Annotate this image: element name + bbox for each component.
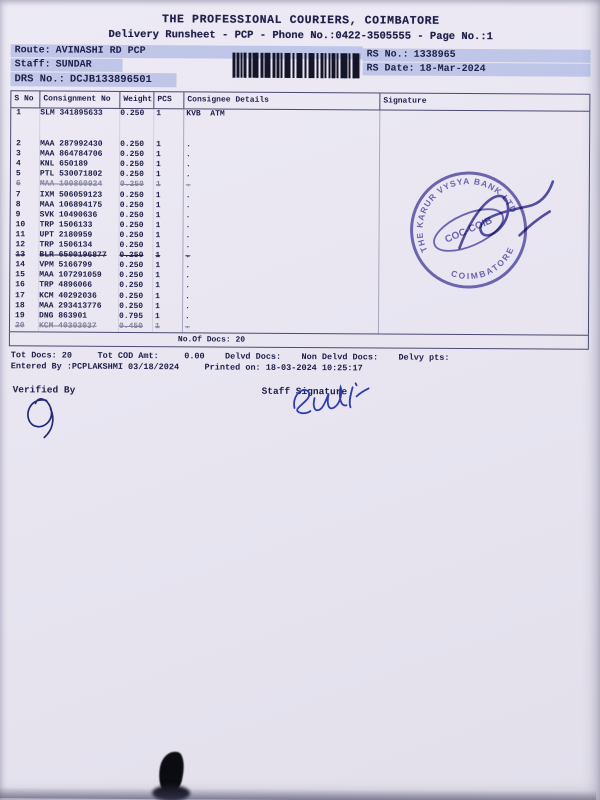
- cell-consignee: .: [185, 200, 191, 210]
- cell-consignee: .: [186, 150, 191, 160]
- cell-sno: 8: [15, 199, 21, 209]
- rs-date-line: [363, 62, 591, 76]
- no-of-docs-row: [9, 331, 589, 350]
- cell-consignment-no: MAA 100860924: [39, 179, 103, 190]
- cell-consignment-no: MAA 107291059: [39, 270, 102, 281]
- entered-printed-line: Entered By :PCPLAKSHMI 03/18/2024 Printed on: 18-03-2024 10:25:17: [10, 361, 363, 374]
- cell-sno: 5: [15, 169, 21, 179]
- cell-consignment-no: VPM 5166799: [39, 260, 93, 270]
- cell-sno: 19: [15, 310, 25, 321]
- rs-no-label: RS No.:: [366, 49, 409, 61]
- cell-pcs: 1: [155, 301, 160, 311]
- cell-pcs: 1: [155, 261, 161, 271]
- cell-consignee: .: [185, 180, 191, 190]
- cell-sno: 20: [14, 321, 25, 331]
- cell-sno: 7: [15, 189, 21, 199]
- cell-consignee: .: [186, 140, 191, 150]
- cell-sno: 6: [15, 179, 21, 189]
- cell-sno: 12: [15, 240, 26, 250]
- cell-consignment-no: MAA 864784706: [40, 149, 103, 159]
- cell-consignee: .: [185, 241, 191, 251]
- cell-pcs: 1: [155, 160, 161, 170]
- cell-sno: 14: [15, 260, 25, 270]
- doc-subtitle: Delivery Runsheet - PCP - Phone No.:0422-3505555 - Page No.:1: [108, 28, 493, 44]
- cell-sno: 11: [15, 230, 26, 240]
- cell-weight: 0.250: [119, 251, 144, 261]
- doc-title: THE PROFESSIONAL COURIERS, COIMBATORE: [162, 13, 440, 28]
- staff-signature-ink: [286, 380, 370, 423]
- cell-weight: 0.250: [120, 108, 145, 119]
- cell-weight: 0.250: [119, 271, 144, 281]
- cell-consignee: .: [185, 221, 191, 231]
- cell-weight: 0.250: [119, 180, 144, 190]
- cell-weight: 0.250: [119, 230, 144, 240]
- cell-pcs: 1: [155, 241, 161, 251]
- cell-consignment-no: TRP 4896066: [39, 280, 93, 291]
- cell-consignment-no: TRP 1506133: [39, 220, 93, 230]
- header-signature: Signature: [379, 93, 589, 110]
- route-value: AVINASHI RD PCP: [55, 45, 146, 58]
- cell-consignee: .: [185, 231, 191, 241]
- cell-weight: 0.250: [119, 160, 145, 170]
- no-of-docs: No.Of Docs: 20: [177, 335, 246, 345]
- rs-no-value: 1338965: [413, 49, 456, 61]
- cell-pcs: 1: [155, 210, 161, 220]
- staff-label: Staff:: [14, 59, 51, 71]
- cell-consignment-no: KCM 40292036: [39, 290, 97, 301]
- cell-weight: 0.795: [119, 311, 144, 321]
- cell-pcs: 1: [154, 321, 160, 331]
- drs-value: DCJB133896501: [69, 73, 152, 87]
- drs-label: DRS No.:: [14, 73, 65, 86]
- verified-by-label: Verified By: [12, 384, 76, 396]
- rs-date-value: 18-Mar-2024: [419, 63, 486, 76]
- cell-consignment-no: UPT 2180959: [39, 230, 93, 240]
- cell-consignee: .: [185, 271, 191, 281]
- cell-pcs: 1: [155, 251, 161, 261]
- cell-sno: 9: [15, 210, 21, 220]
- cell-weight: 0.250: [119, 291, 144, 301]
- cell-consignee: .: [185, 170, 191, 180]
- cell-consignee: .: [185, 190, 191, 200]
- cell-consignee: .: [185, 261, 191, 271]
- verified-signature-ink: [16, 392, 74, 442]
- cell-consignment-no: KNL 650189: [39, 159, 89, 169]
- cell-pcs: 1: [155, 291, 161, 301]
- rs-date-label: RS Date:: [366, 63, 415, 75]
- scan-edge-shadow: [0, 787, 596, 800]
- cell-consignee: .: [185, 211, 191, 221]
- cell-sno: 2: [16, 139, 21, 149]
- cell-consignee: .: [185, 160, 191, 170]
- cell-weight: 0.250: [119, 261, 144, 271]
- cell-weight: 0.250: [119, 301, 144, 311]
- cell-weight: 0.250: [119, 210, 144, 220]
- cell-weight: 0.250: [119, 281, 144, 291]
- cell-consignee: .: [185, 291, 191, 301]
- cell-pcs: 1: [156, 140, 161, 150]
- route-label: Route:: [14, 45, 51, 57]
- cell-pcs: 1: [156, 109, 162, 119]
- cell-consignment-no: TRP 1506134: [39, 240, 93, 250]
- drs-line: [10, 72, 176, 87]
- cell-sno: 18: [15, 300, 25, 310]
- cell-sno: 15: [15, 270, 25, 280]
- cell-consignee: .: [184, 322, 190, 332]
- cell-weight: 0.250: [119, 220, 144, 230]
- cell-consignee: .: [185, 301, 190, 311]
- cell-weight: 0.250: [119, 190, 144, 200]
- cell-consignment-no: SLM 341895633: [40, 108, 103, 118]
- barcode: [233, 53, 361, 79]
- cell-pcs: 1: [156, 150, 161, 160]
- cell-pcs: 1: [155, 200, 161, 210]
- cell-consignment-no: SVK 10490636: [39, 210, 98, 220]
- stamp-center-text: COC-COIB: [443, 215, 495, 246]
- cell-pcs: 1: [155, 220, 161, 230]
- cell-weight: 0.450: [118, 321, 144, 331]
- cell-pcs: 1: [155, 231, 161, 241]
- cell-sno: 17: [15, 290, 25, 300]
- staff-line: [11, 58, 123, 72]
- cell-weight: 0.250: [120, 150, 145, 160]
- cell-consignment-no: MAA 106894175: [39, 200, 103, 210]
- rs-no-line: [363, 48, 591, 62]
- cell-pcs: 1: [155, 180, 161, 190]
- cell-weight: 0.250: [119, 170, 144, 180]
- cell-consignee: KVB ATM: [186, 109, 225, 119]
- table-row: [11, 108, 589, 122]
- header-consignee-details: Consignee Details: [183, 92, 379, 109]
- totals-line: Tot Docs: 20 Tot COD Amt: 0.00 Delvd Docs: Non Delvd Docs: Delvy pts:: [10, 350, 450, 363]
- header-pcs: PCS: [153, 92, 183, 108]
- cell-consignee: .: [185, 251, 191, 261]
- cell-sno: 4: [15, 159, 21, 169]
- cell-signature: [382, 111, 589, 122]
- cell-consignment-no: BLR 6500196877: [39, 250, 107, 260]
- cell-sno: 1: [16, 108, 22, 118]
- cell-sno: 10: [15, 220, 26, 230]
- cell-consignee: .: [185, 281, 191, 291]
- cell-consignee: .: [185, 311, 190, 322]
- cell-pcs: 1: [155, 311, 160, 321]
- staff-signature-label: Staff Signature: [261, 385, 348, 398]
- cell-consignment-no: PTL 530071802: [39, 169, 103, 180]
- cell-pcs: 1: [155, 271, 161, 281]
- cell-consignment-no: KCM 40303037: [38, 321, 97, 331]
- cell-consignment-no: MAA 287992430: [40, 139, 103, 149]
- stamp-bottom-text: COIMBATORE: [449, 244, 517, 282]
- cell-sno: 3: [16, 149, 21, 159]
- cell-consignment-no: DNG 863901: [39, 311, 88, 321]
- cell-consignment-no: IXM 506059123: [39, 189, 103, 200]
- cell-weight: 0.250: [120, 139, 145, 150]
- header-weight: Weight: [119, 92, 153, 108]
- header-sno: S No: [14, 93, 34, 103]
- header-consignment-no: Consignment No: [39, 91, 119, 107]
- cell-consignment-no: MAA 293413776: [39, 301, 102, 311]
- staff-value: SUNDAR: [55, 59, 92, 71]
- cell-pcs: 1: [155, 170, 161, 180]
- cell-weight: 0.250: [119, 240, 144, 251]
- cell-pcs: 1: [155, 190, 161, 200]
- cell-weight: 0.250: [119, 200, 144, 210]
- cell-sno: 16: [15, 280, 25, 290]
- cell-pcs: 1: [155, 281, 161, 291]
- stamp-top-text: THE KARUR VYSYA BANK LTD: [414, 175, 520, 254]
- cell-sno: 13: [15, 250, 26, 260]
- stamp-signature-ink: [451, 173, 567, 274]
